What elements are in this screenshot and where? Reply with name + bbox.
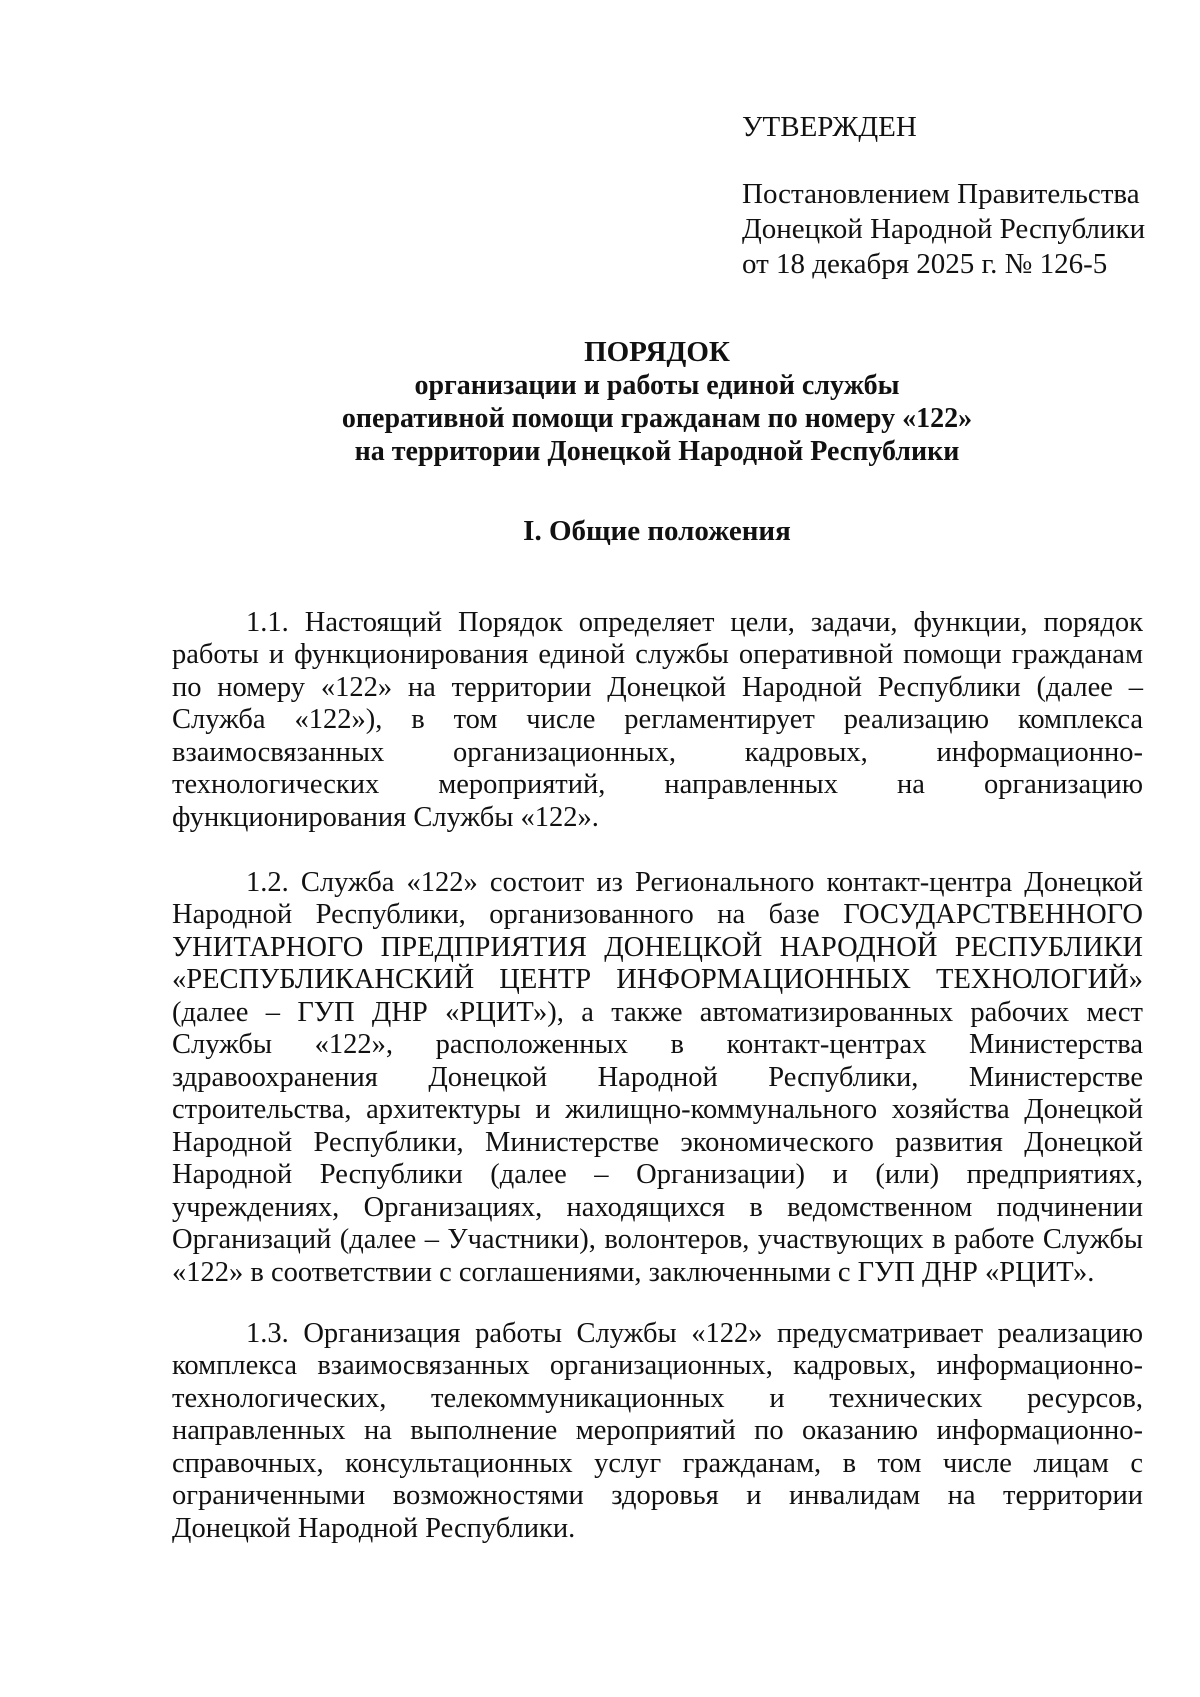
approval-stamp-block	[742, 110, 1145, 282]
document-title-line-3: на территории Донецкой Народной Республики	[354, 436, 960, 467]
approval-line-date-number: от 18 декабря 2025 г. № 126-5	[742, 248, 1108, 280]
document-title	[172, 336, 1142, 468]
paragraph-1-3: 1.3. Организация работы Службы «122» предусматривает реализацию комплекса взаимосвязанных организационных, кадровых, информационно-технологических, телекоммуникационных и технических ресурсов, направленных на выполнение мероприятий по оказанию информационно-справочных, консультационных услуг гражданам, в том числе лицам с ограниченными возможностями здоровья и инвалидам на территории Донецкой Народной Республики.	[172, 1317, 1143, 1544]
approval-line-government: Донецкой Народной Республики	[742, 213, 1146, 245]
approval-line-resolution: Постановлением Правительства	[742, 178, 1140, 210]
paragraph-1-2: 1.2. Служба «122» состоит из Регионального контакт-центра Донецкой Народной Республики, организованного на базе ГОСУДАРСТВЕННОГО УНИТАРНОГО ПРЕДПРИЯТИЯ ДОНЕЦКОЙ НАРОДНОЙ РЕСПУБЛИКИ «РЕСПУБЛИКАНСКИЙ ЦЕНТР ИНФОРМАЦИОННЫХ ТЕХНОЛОГИЙ» (далее – ГУП ДНР «РЦИТ»), а также автоматизированных рабочих мест Службы «122», расположенных в контакт-центрах Министерства здравоохранения Донецкой Народной Республики, Министерстве строительства, архитектуры и жилищно-коммунального хозяйства Донецкой Народной Республики, Министерстве экономического развития Донецкой Народной Республики (далее – Организации) и (или) предприятиях, учреждениях, Организациях, находящихся в ведомственном подчинении Организаций (далее – Участники), волонтеров, участвующих в работе Службы «122» в соответствии с соглашениями, заключенными с ГУП ДНР «РЦИТ».	[172, 866, 1143, 1288]
document-title-main: ПОРЯДОК	[584, 336, 730, 368]
document-title-line-1: организации и работы единой службы	[414, 370, 900, 401]
paragraph-1-1: 1.1. Настоящий Порядок определяет цели, задачи, функции, порядок работы и функционирования единой службы оперативной помощи гражданам по номеру «122» на территории Донецкой Народной Республики (далее – Служба «122»), в том числе регламентирует реализацию комплекса взаимосвязанных организационных, кадровых, информационно-технологических мероприятий, направленных на организацию функционирования Службы «122».	[172, 606, 1143, 833]
document-title-line-2: оперативной помощи гражданам по номеру «122»	[341, 403, 973, 434]
section-heading: I. Общие положения	[523, 515, 791, 547]
approved-label: УТВЕРЖДЕН	[742, 111, 917, 143]
